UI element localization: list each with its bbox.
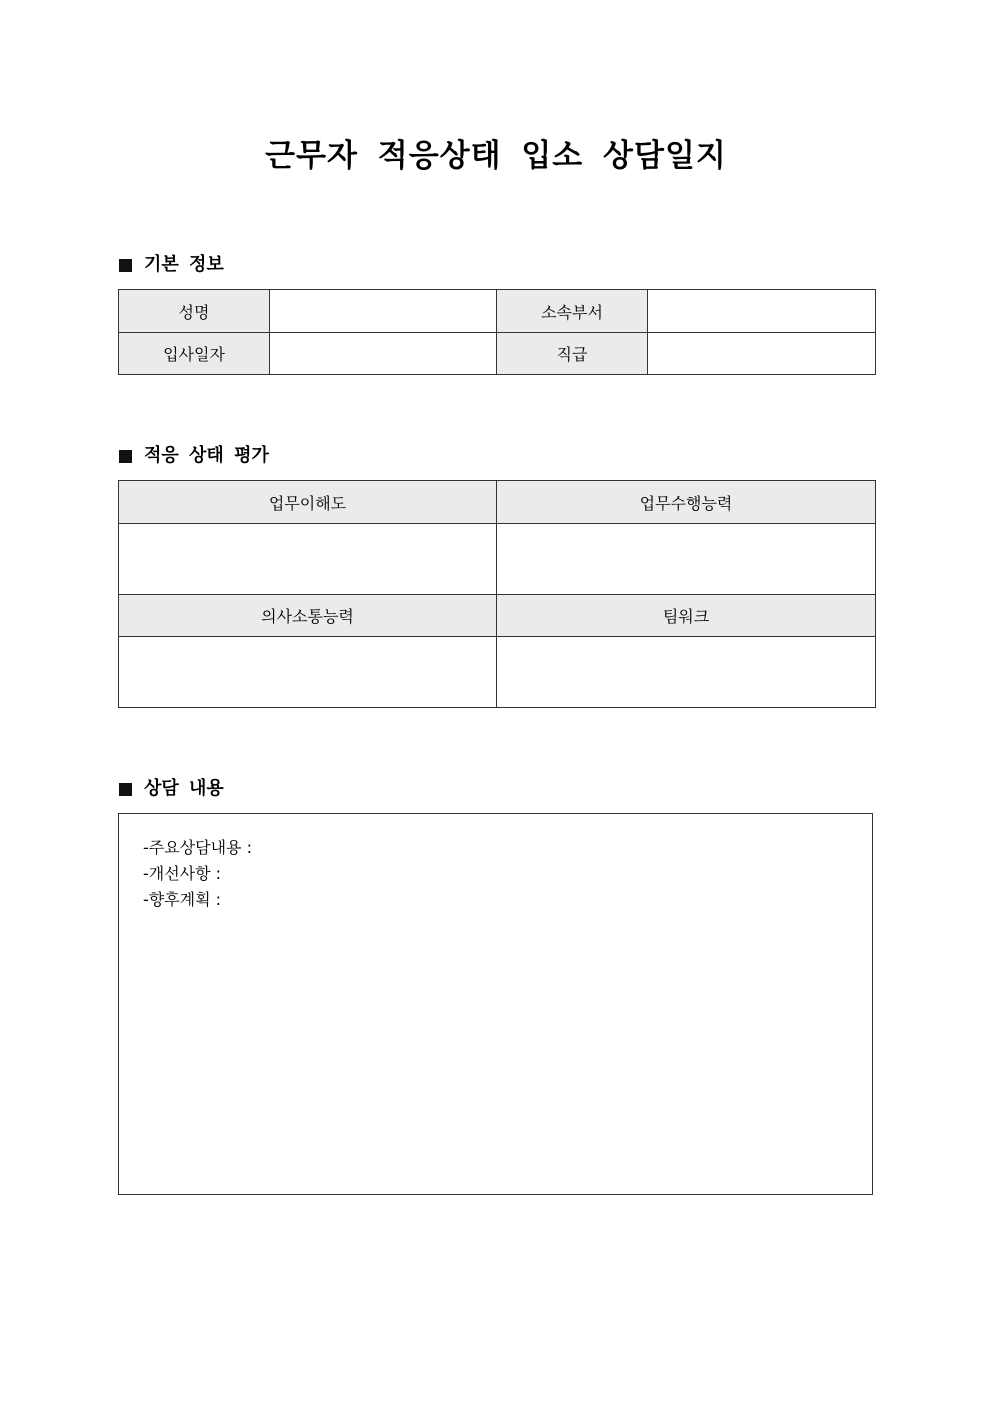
hire-date-field[interactable] — [270, 333, 497, 375]
square-bullet-icon — [119, 783, 132, 796]
department-label: 소속부서 — [497, 290, 648, 333]
square-bullet-icon — [119, 259, 132, 272]
table-row — [119, 524, 876, 595]
section-heading-label: 기본 정보 — [144, 254, 224, 275]
department-field[interactable] — [648, 290, 876, 333]
job-understanding-field[interactable] — [119, 524, 497, 595]
adaptation-table — [118, 480, 876, 708]
section-heading-label: 적응 상태 평가 — [144, 445, 269, 466]
future-plan-line: -향후계획 : — [143, 890, 222, 909]
counsel-content-box[interactable] — [118, 813, 873, 1195]
improvement-line: -개선사항 : — [143, 864, 222, 883]
table-row — [119, 637, 876, 708]
position-label: 직급 — [497, 333, 648, 375]
page-title: 근무자 적응상태 입소 상담일지 — [265, 138, 727, 174]
table-row — [119, 481, 876, 524]
section-heading-label: 상담 내용 — [144, 778, 224, 799]
job-performance-field[interactable] — [497, 524, 876, 595]
table-row — [119, 290, 876, 333]
hire-date-label: 입사일자 — [119, 333, 270, 375]
job-performance-label: 업무수행능력 — [497, 481, 876, 524]
communication-field[interactable] — [119, 637, 497, 708]
square-bullet-icon — [119, 450, 132, 463]
teamwork-label: 팀워크 — [497, 595, 876, 637]
job-understanding-label: 업무이해도 — [119, 481, 497, 524]
table-row — [119, 333, 876, 375]
communication-label: 의사소통능력 — [119, 595, 497, 637]
basic-info-table — [118, 289, 876, 375]
main-counsel-line: -주요상담내용 : — [143, 838, 252, 857]
section-heading-basic-info — [119, 253, 224, 277]
section-heading-adaptation — [119, 444, 269, 468]
section-heading-counsel — [119, 777, 224, 801]
name-field[interactable] — [270, 290, 497, 333]
table-row — [119, 595, 876, 637]
teamwork-field[interactable] — [497, 637, 876, 708]
name-label: 성명 — [119, 290, 270, 333]
position-field[interactable] — [648, 333, 876, 375]
